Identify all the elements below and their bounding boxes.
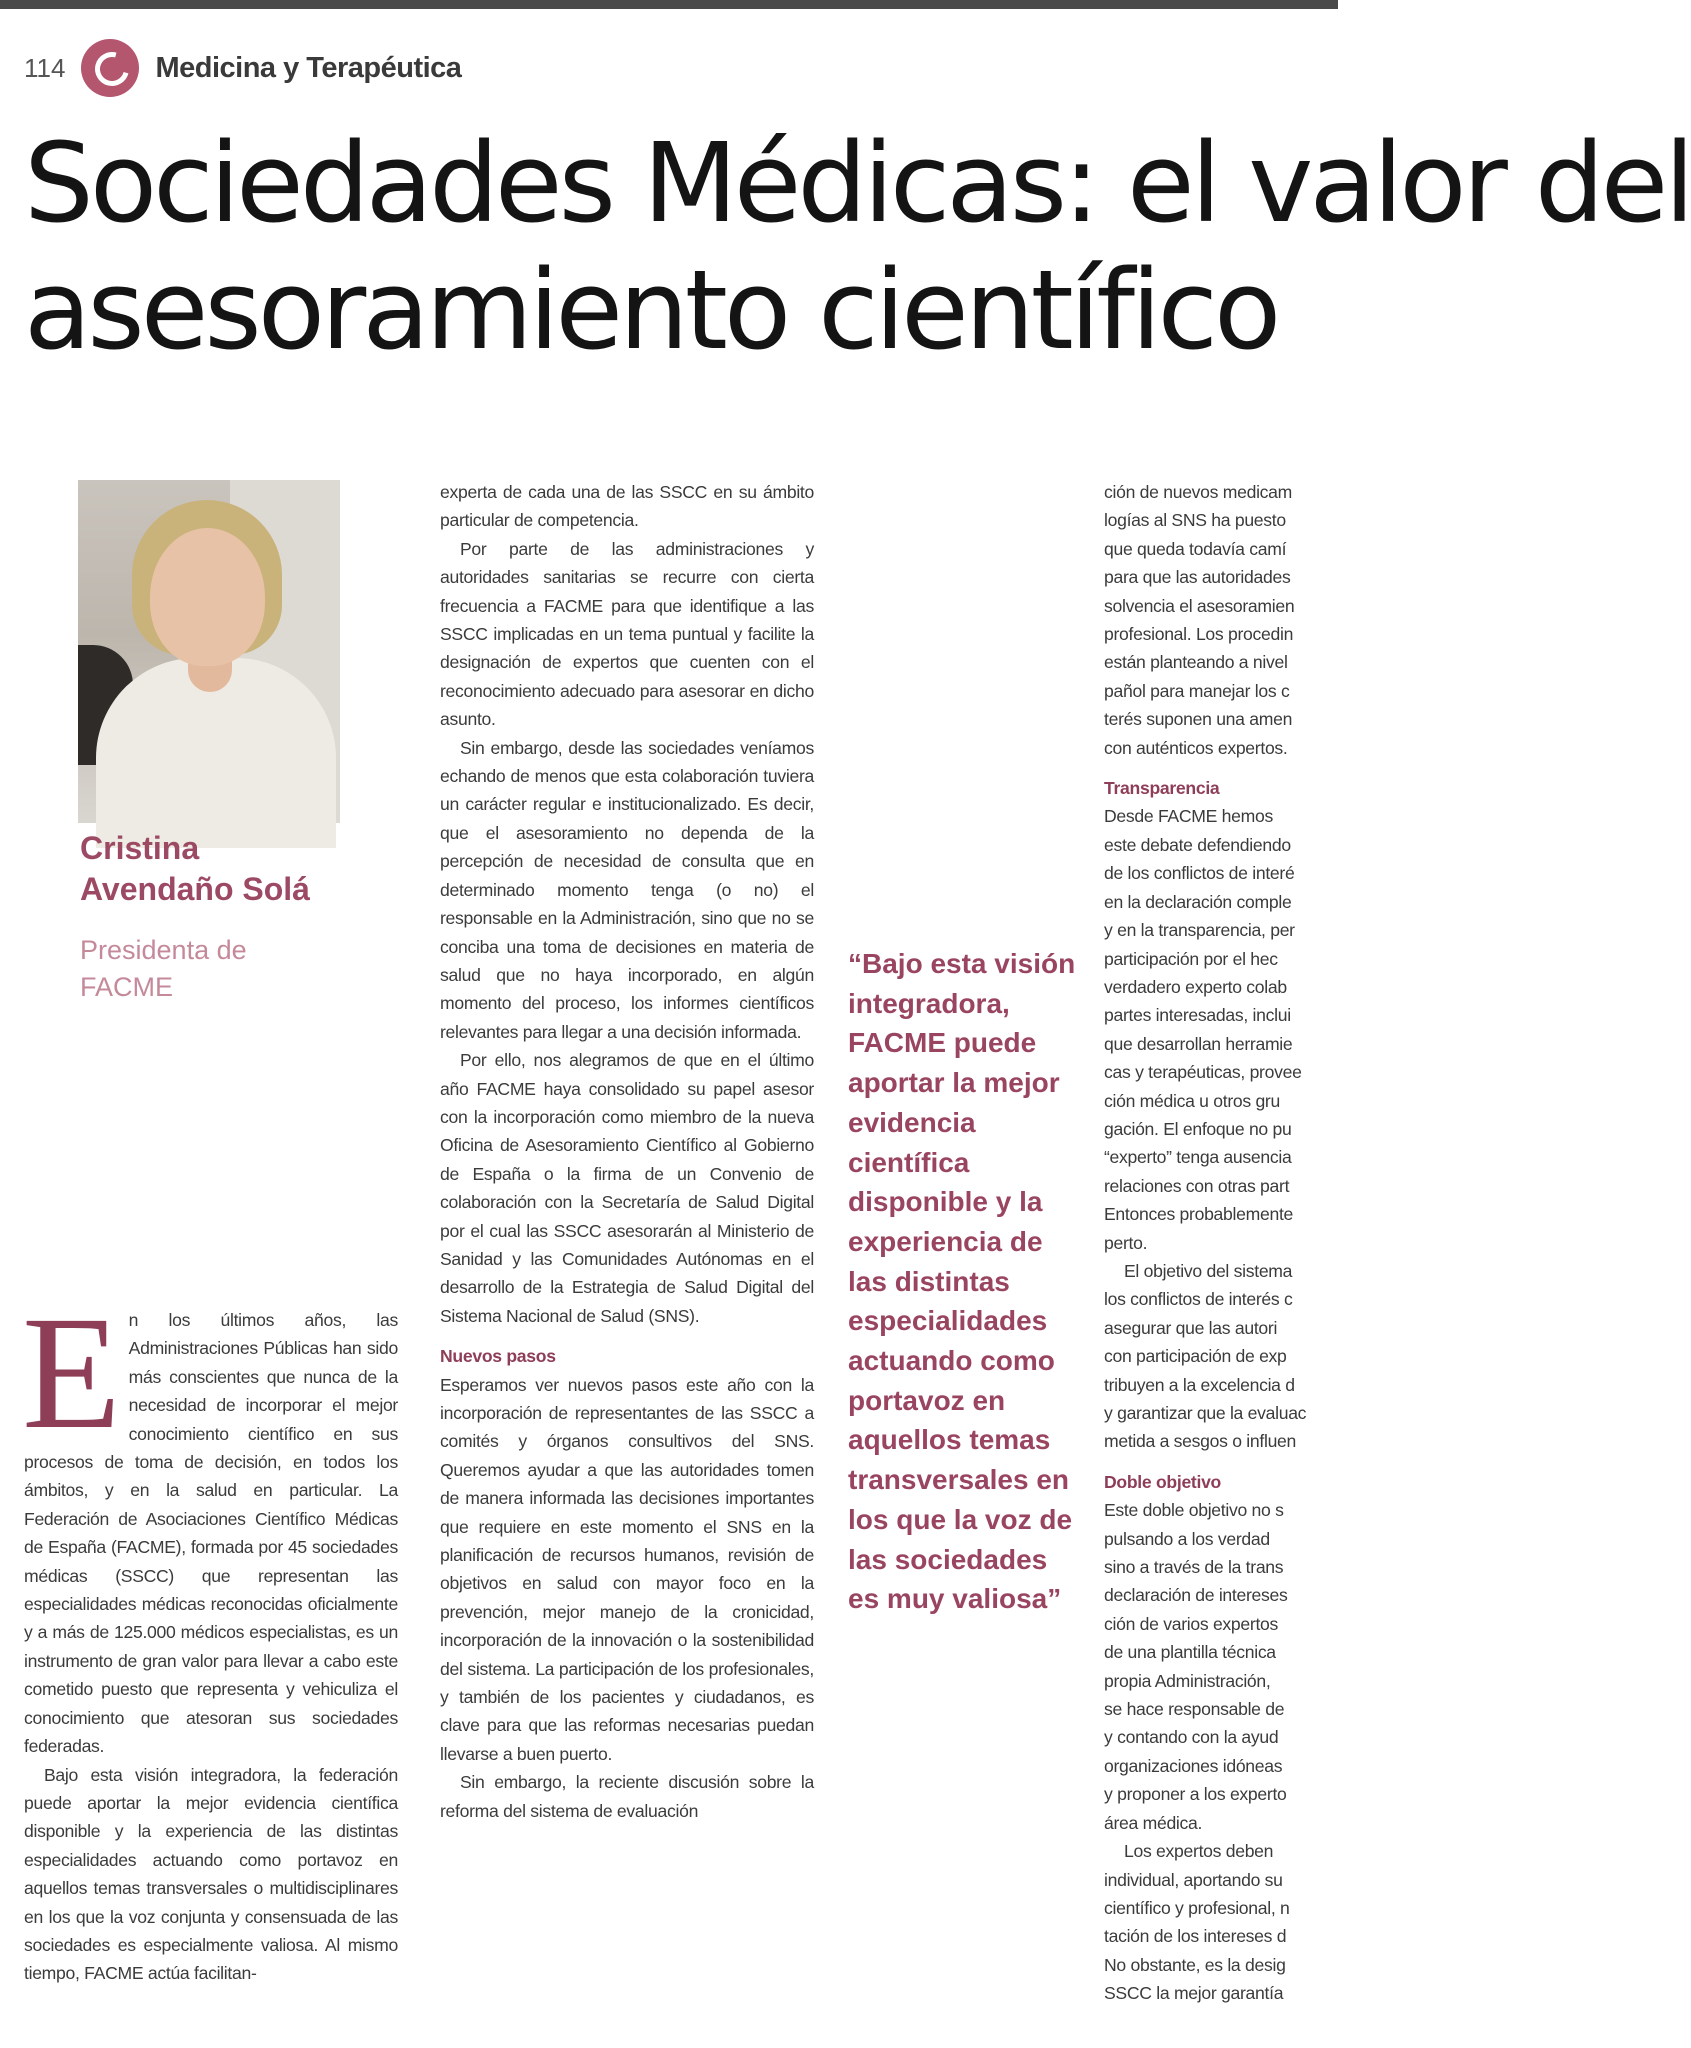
text-line: científico y profesional, n [1104, 1897, 1290, 1918]
text-line: individual, aportando su [1104, 1869, 1283, 1890]
headline [24, 119, 1691, 374]
text-line: y en la transparencia, per [1104, 920, 1295, 941]
author-photo [78, 480, 340, 823]
article-column-3 [1104, 478, 1338, 2048]
text-line: ción de varios expertos [1104, 1613, 1279, 1634]
text-line: metida a sesgos o influen [1104, 1431, 1297, 1452]
text-line: este debate defendiendo [1104, 834, 1291, 855]
text-line: pulsando a los verdad [1104, 1528, 1270, 1549]
text-line: Entonces probablemente [1104, 1204, 1294, 1225]
text-line: área médica. [1104, 1812, 1203, 1833]
author-first-name: Cristina [80, 830, 200, 866]
text-line: terés suponen una amen [1104, 709, 1293, 730]
text-line: organizaciones idóneas [1104, 1755, 1283, 1776]
paragraph: Por parte de las administraciones y autoridades sanitarias se recurre con cierta frecuencia a FACME para que identifique a las SSCC implicadas en un tema puntual y facilite la designación de expertos que cuenten con el reconocimiento adecuado para asesorar en dicho asunto. [440, 538, 814, 730]
top-rule [0, 0, 1338, 9]
text-line: que queda todavía camí [1104, 538, 1287, 559]
text-line: perto. [1104, 1232, 1148, 1253]
paragraph: Sin embargo, desde las sociedades veníamos echando de menos que esta colaboración tuviera un carácter regular e institucionalizado. Es decir, que el asesoramiento no dependa de la percepción de necesidad de consulta que en determinado momento tenga (o no) el responsable en la Administración, sino que no se conciba una toma de decisiones en materia de salud que no haya incorporado, en algún momento del proceso, los informes científicos relevantes para llegar a una decisión informada. [440, 737, 814, 1042]
paragraph: n los últimos años, las Administraciones Públicas han sido más conscientes que nunca de la necesidad de incorporar el mejor conocimiento científico en sus procesos de toma de decisión, en todos los ámbitos, y en la salud en particular. La Federación de Asociaciones Científico Médicas de España (FACME), formada por 45 sociedades médicas (SSCC) que representan las especialidades médicas reconocidas oficialmente y a más de 125.000 médicos especialistas, es un instrumento de gran valor para llevar a cabo este cometido puesto que representa y vehiculiza el conocimiento que atesoran sus sociedades federadas. [24, 1310, 398, 1757]
text-line: ción médica u otros gru [1104, 1090, 1280, 1111]
paragraph: Por ello, nos alegramos de que en el último año FACME haya consolidado su papel asesor con la incorporación como miembro de la nueva Oficina de Asesoramiento Científico al Gobierno de España o la firma de un Convenio de colaboración con la Secretaría de Salud Digital por el cual las SSCC asesorarán al Ministerio de Sanidad y las Comunidades Autónomas en el desarrollo de la Estrategia de Salud Digital del Sistema Nacional de Salud (SNS). [440, 1050, 814, 1326]
page-header [24, 38, 461, 98]
text-line: tación de los intereses d [1104, 1926, 1287, 1947]
page-number: 114 [24, 52, 66, 83]
text-line: se hace responsable de [1104, 1699, 1285, 1720]
text-line: verdadero experto colab [1104, 976, 1287, 997]
text-line: están planteando a nivel [1104, 652, 1288, 673]
text-line: partes interesadas, inclui [1104, 1005, 1291, 1026]
text-line: los conflictos de interés c [1104, 1289, 1293, 1310]
photo-face [150, 528, 265, 666]
text-line: para que las autoridades [1104, 567, 1291, 588]
text-line: con auténticos expertos. [1104, 737, 1288, 758]
text-line: pañol para manejar los c [1104, 680, 1290, 701]
text-line: ción de nuevos medicam [1104, 482, 1293, 502]
text-line: logías al SNS ha puesto [1104, 510, 1286, 531]
article-column-2 [440, 478, 814, 2048]
text-line: No obstante, es la desig [1104, 1954, 1286, 1975]
column-3-block-a [1104, 478, 1338, 762]
author-role-line-1: Presidenta de [80, 935, 247, 965]
author-last-name: Avendaño Solá [80, 871, 310, 907]
text-line: sino a través de la trans [1104, 1557, 1284, 1578]
text-line: profesional. Los procedin [1104, 624, 1294, 645]
author-name [80, 828, 360, 910]
subheading: Nuevos pasos [440, 1346, 556, 1367]
text-line: SSCC la mejor garantía [1104, 1983, 1284, 2004]
headline-line-2: asesoramiento científico [24, 246, 1278, 374]
subheading: Transparencia [1104, 778, 1220, 799]
text-line: y garantizar que la evaluac [1104, 1403, 1307, 1423]
text-line: “experto” tenga ausencia [1104, 1147, 1292, 1168]
text-line: gación. El enfoque no pu [1104, 1118, 1292, 1139]
article-column-1 [22, 1284, 398, 2046]
text-line: solvencia el asesoramien [1104, 595, 1295, 616]
text-line: de los conflictos de interé [1104, 863, 1295, 884]
column-3-block-b [1104, 802, 1338, 1257]
text-line: El objetivo del sistema [1124, 1260, 1293, 1281]
text-line: y contando con la ayud [1104, 1727, 1279, 1748]
column-3-block-d [1104, 1496, 1338, 1837]
text-line: participación por el hec [1104, 948, 1278, 969]
text-line: tribuyen a la excelencia d [1104, 1374, 1295, 1395]
headline-line-1: Sociedades Médicas: el valor del [24, 119, 1691, 247]
text-line: con participación de exp [1104, 1346, 1287, 1367]
paragraph: Bajo esta visión integradora, la federación puede aportar la mejor evidencia científica disponible y la experiencia de las distintas especialidades actuando como portavoz en aquellos temas transversales o multidisciplinares en los que la voz conjunta y consensuada de las sociedades es especialmente valiosa. Al mismo tiempo, FACME actúa facilitan- [24, 1764, 398, 1984]
author-role-line-2: FACME [80, 972, 174, 1002]
section-title: Medicina y Terapéutica [155, 51, 462, 84]
text-line: que desarrollan herramie [1104, 1033, 1293, 1054]
paragraph: experta de cada una de las SSCC en su ámbito particular de competencia. [440, 482, 814, 531]
circle-logo-icon [81, 39, 139, 97]
text-line: y proponer a los experto [1104, 1784, 1287, 1805]
text-line: Este doble objetivo no s [1104, 1500, 1284, 1521]
pull-quote: “Bajo esta visión integradora, FACME puede aportar la mejor evidencia científica disponible y la experiencia de las distintas especialidades actuando como portavoz en aquellos temas transversales en los que la voz de las sociedades es muy valiosa” [848, 948, 1076, 1615]
text-line: relaciones con otras part [1104, 1175, 1290, 1196]
text-line: asegurar que las autori [1104, 1317, 1278, 1338]
paragraph: Esperamos ver nuevos pasos este año con la incorporación de representantes de las SSCC a comités y órganos consultivos del SNS. Queremos ayudar a que las autoridades tomen de manera informada las decisiones importantes que requiere en este momento el SNS en la planificación de recursos humanos, revisión de objetivos en salud con mayor foco en la prevención, mejor manejo de la cronicidad, incorporación de la innovación o la sostenibilidad del sistema. La participación de los profesionales, y también de los pacientes y ciudadanos, es clave para que las reformas necesarias puedan llevarse a buen puerto. [440, 1374, 814, 1764]
text-line: cas y terapéuticas, provee [1104, 1062, 1302, 1083]
author-role [80, 932, 340, 1006]
paragraph: Sin embargo, la reciente discusión sobre la reforma del sistema de evaluación [440, 1772, 814, 1821]
text-line: propia Administración, [1104, 1670, 1271, 1691]
text-line: de una plantilla técnica [1104, 1642, 1276, 1663]
text-line: Desde FACME hemos [1104, 806, 1273, 827]
column-3-block-e [1104, 1837, 1338, 2007]
text-line: en la declaración comple [1104, 891, 1292, 912]
column-3-block-c [1104, 1257, 1338, 1456]
subheading: Doble objetivo [1104, 1471, 1222, 1492]
text-line: declaración de intereses [1104, 1585, 1288, 1606]
drop-cap: E [22, 1284, 121, 1463]
text-line: Los expertos deben [1124, 1841, 1274, 1862]
